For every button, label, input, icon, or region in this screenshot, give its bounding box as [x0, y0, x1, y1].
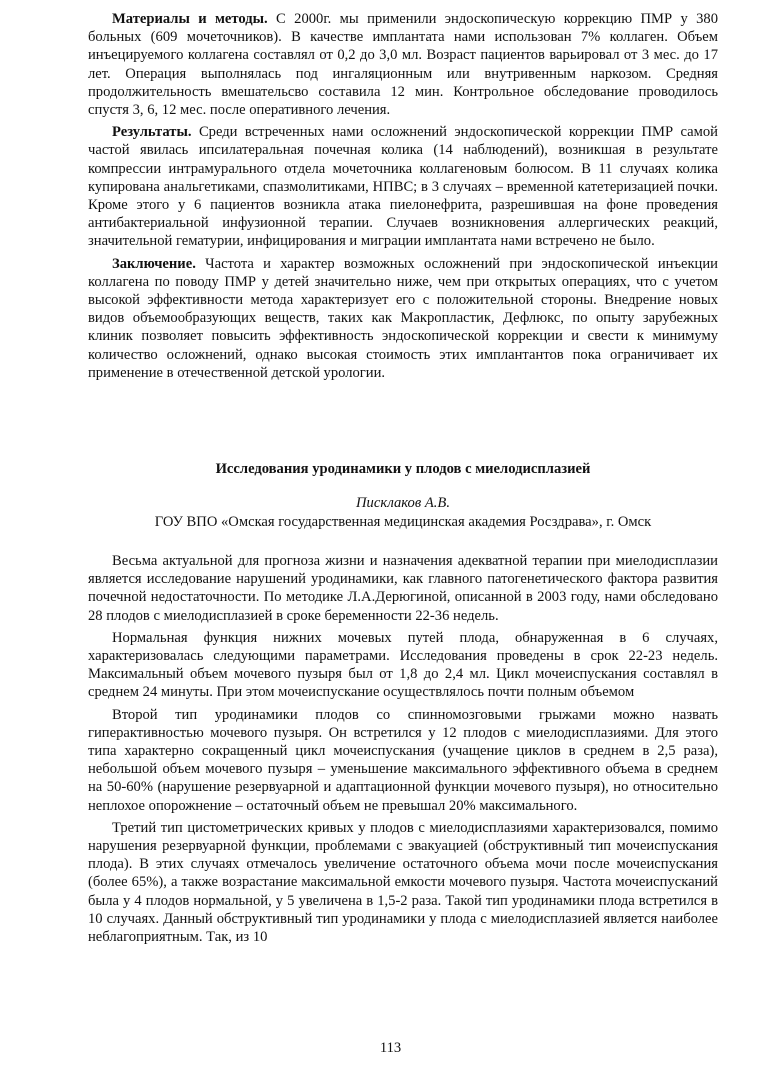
article-title: Исследования уродинамики у плодов с миелодисплазией: [215, 461, 591, 477]
methods-lead: Материалы и методы.: [112, 11, 268, 27]
body-paragraph: Весьма актуальной для прогноза жизни и назначения адекватной терапии при миелодисплазии является исследование нарушений уродинамики, как главного патогенетического фактора развития почечной недостаточности. По методике Л.А.Дерюгиной, описанной в 2003 году, нами обследовано 28 плодов с миелодисплазией в сроке беременности 22-36 недель.: [88, 553, 718, 624]
previous-abstract-continuation: [88, 10, 718, 382]
body-paragraph: Нормальная функция нижних мочевых путей плода, обнаруженная в 6 случаях, характеризовалась следующими параметрами. Исследования проведены в срок 22-23 недель. Максимальный объем мочевого пузыря был от 1,8 до 2,4 мл. Цикл мочеиспускания составлял в среднем 24 минуты. При этом мочеиспускание осуществлялось почти полным объемом: [88, 629, 718, 701]
results-paragraph: [88, 123, 718, 250]
body-paragraph: Второй тип уродинамики плодов со спинномозговыми грыжами можно назвать гиперактивностью мочевого пузыря. Он встретился у 12 плодов с миелодисплазиями. Для этого типа характерно сокращенный цикл мочеиспускания (учащение циклов в среднем в 2,5 раза), небольшой объем мочевого пузыря – уменьшение максимального эффективного объема в среднем на 50-60% (нарушение резервуарной и адаптационной функции мочевого пузыря), но относительно неплохое опорожнение – остаточный объем не превышал 20% максимального.: [88, 706, 718, 814]
article-author: Писклаков А.В.: [356, 495, 450, 511]
body-paragraph: Третий тип цистометрических кривых у плодов с миелодисплазиями характеризовался, помимо нарушения резервуарной функции, проблемами с эвакуацией (обструктивный тип мочеиспускания плода). В этих случаях отмечалось увеличение остаточного объема мочи после мочеиспускания (более 65%), а также возрастание максимальной емкости мочевого пузыря. Частота мочеиспусканий была у 4 плодов нормальной, у 5 увеличена в 1,5-2 раза. Такой тип уродинамики плода встретился в 10 случаях. Данный обструктивный тип уродинамики у плода с миелодисплазией является наиболее неблагоприятным. Так, из 10: [88, 819, 718, 946]
conclusion-text: Частота и характер возможных осложнений при эндоскопической инъекции коллагена по поводу ПМР у детей значительно ниже, чем при открытых операциях, что с учетом высокой эффективности метода характеризует его с положительной стороны. Внедрение новых видов объемообразующих веществ, таких как Макропластик, Дефлюкс, по опыту зарубежных клиник позволяет повысить эффективность эндоскопической коррекции и свести к минимуму количество осложнений, однако высокая стоимость этих имплантантов пока ограничивает их применение в отечественной детской урологии.: [88, 255, 718, 381]
results-text: Среди встреченных нами осложнений эндоскопической коррекции ПМР самой частой явилась ипсилатеральная почечная колика (14 наблюдений), возникшая в результате компрессии интрамурального отдела мочеточника коллагеновым болюсом. В 11 случаях колика купирована анальгетиками, спазмолитиками, НПВС; в 3 случаях – временной катетеризацией почки. Кроме этого у 6 пациентов возникла атака пиелонефрита, разрешившая на фоне проведения антибактериальной инфузионной терапии. Случаев возникновения аллергических реакций, значительной гематурии, инфицирования и миграции имплантата нами встречено не было.: [88, 124, 718, 250]
methods-paragraph: [88, 10, 718, 119]
page-number: 113: [379, 1040, 402, 1056]
conclusion-paragraph: [88, 255, 718, 382]
conclusion-lead: Заключение.: [112, 255, 196, 272]
methods-text: С 2000г. мы применили эндоскопическую коррекцию ПМР у 380 больных (609 мочеточников). В качестве имплантата нами использован 7% коллаген. Объем инъецируемого коллагена составлял от 0,2 до 3,0 мл. Возраст пациентов варьировал от 3 мес. до 17 лет. Операция выполнялась под ингаляционным или внутривенным наркозом. Средняя продолжительность вмешательсво составила 12 мин. Контрольное обследование проводилось спустя 3, 6, 12 мес. после оперативного лечения.: [88, 11, 719, 119]
article-affiliation: ГОУ ВПО «Омская государственная медицинская академия Росздрава», г. Омск: [154, 514, 652, 530]
results-lead: Результаты.: [112, 124, 192, 141]
article-body: [88, 552, 718, 946]
